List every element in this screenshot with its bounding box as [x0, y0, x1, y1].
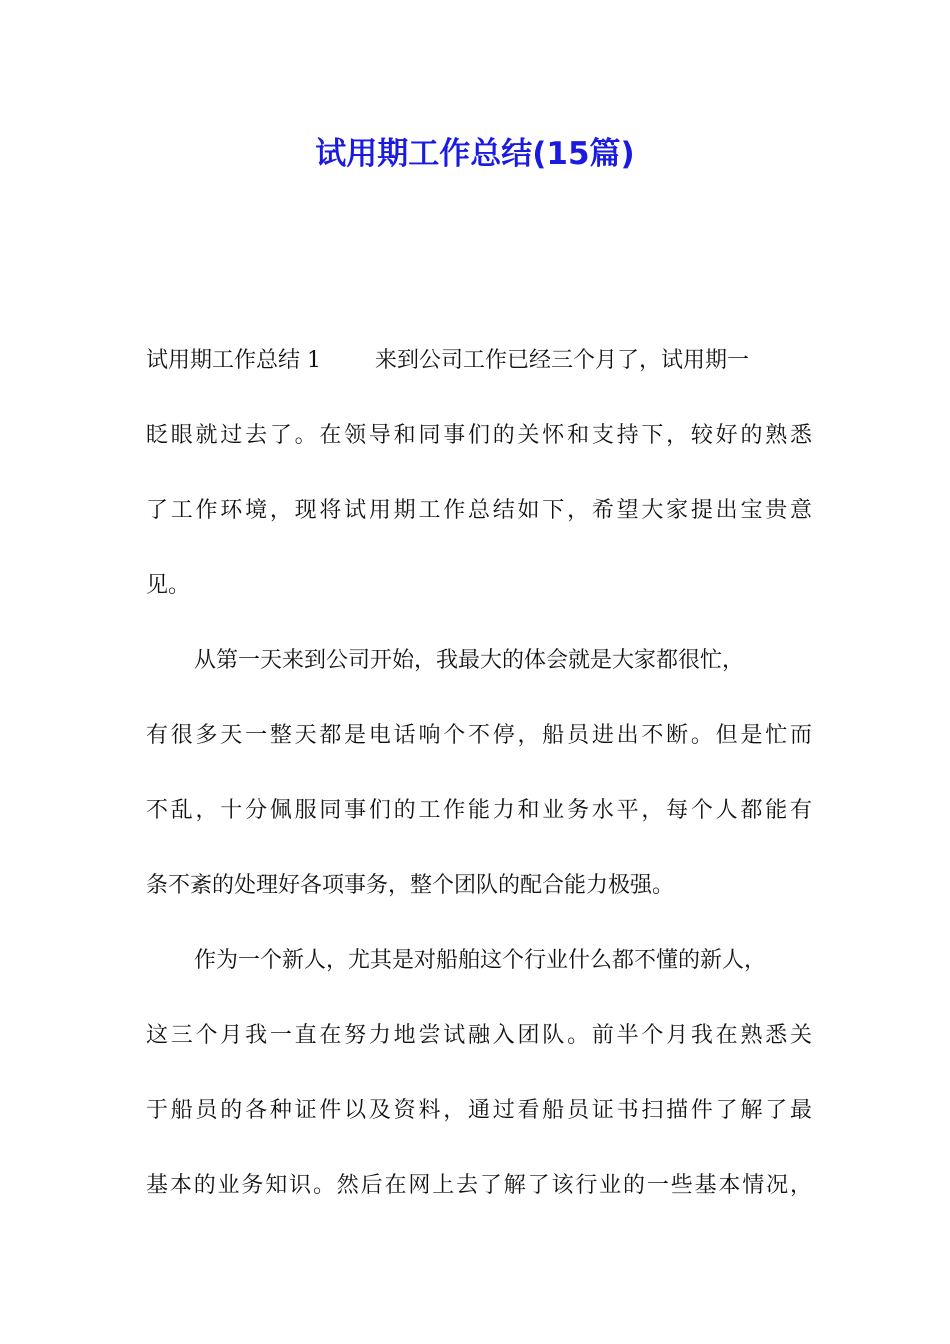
text-line: 基本的业务知识。然后在网上去了解了该行业的一些基本情况， — [146, 1173, 812, 1198]
text-segment: 作为一个新人，尤其是对船舶这个行业什么都不懂的新人， — [194, 948, 767, 973]
text-line: 见。 — [146, 573, 191, 598]
text-line: 于船员的各种证件以及资料，通过看船员证书扫描件了解了最 — [146, 1098, 812, 1123]
text-line: 了工作环境，现将试用期工作总结如下，希望大家提出宝贵意 — [146, 498, 812, 523]
text-line: 不乱，十分佩服同事们的工作能力和业务水平，每个人都能有 — [146, 798, 812, 823]
text-segment: 来到公司工作已经三个月了，试用期一 — [375, 348, 750, 373]
text-line — [146, 938, 812, 1013]
text-line — [146, 638, 812, 713]
text-line — [146, 338, 812, 413]
document-title: 试用期工作总结(15篇) — [315, 136, 635, 172]
text-line: 条不紊的处理好各项事务，整个团队的配合能力极强。 — [146, 873, 675, 898]
text-segment: 从第一天来到公司开始，我最大的体会就是大家都很忙， — [194, 648, 745, 673]
text-line: 这三个月我一直在努力地尝试融入团队。前半个月我在熟悉关 — [146, 1023, 812, 1048]
document-body — [146, 338, 812, 1238]
text-line: 有很多天一整天都是电话响个不停，船员进出不断。但是忙而 — [146, 723, 812, 748]
text-line: 眨眼就过去了。在领导和同事们的关怀和支持下，较好的熟悉 — [146, 423, 812, 448]
section-heading: 试用期工作总结 1 — [146, 348, 321, 373]
